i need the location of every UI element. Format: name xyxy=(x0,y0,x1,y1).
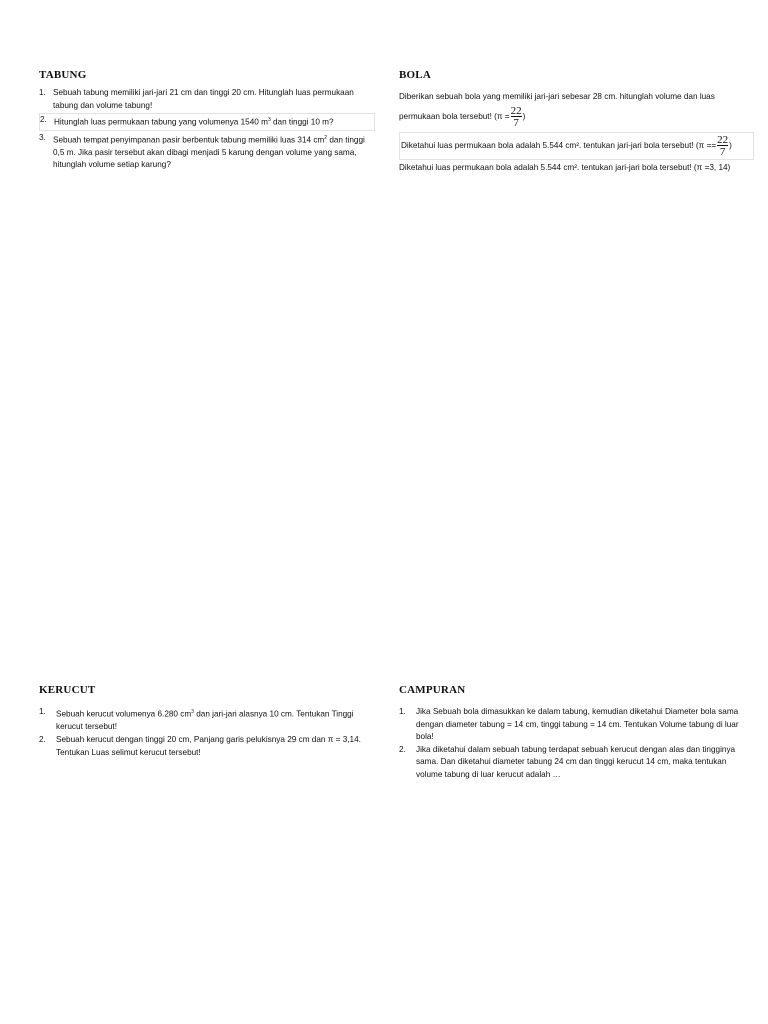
fraction-numerator: 22 xyxy=(717,134,729,146)
fraction-numerator: 22 xyxy=(510,105,522,117)
paragraph-text: Diketahui luas permukaan bola adalah 5.544 cm². tentukan jari-jari bola tersebut! (π =3, 14) xyxy=(399,163,731,172)
item-text: Sebuah tempat penyimpanan pasir berbentuk tabung memiliki luas 314 cm xyxy=(53,135,325,145)
item-number: 3. xyxy=(39,132,46,142)
paragraph-text: Diketahui luas permukaan bola adalah 5.544 cm². tentukan jari-jari bola tersebut! (π xyxy=(401,141,705,151)
item-number: 2. xyxy=(39,734,46,744)
paren-close: ) xyxy=(522,112,526,122)
kerucut-heading: KERUCUT xyxy=(39,684,96,696)
list-item xyxy=(399,744,751,782)
kerucut-list xyxy=(39,706,375,759)
list-item xyxy=(399,706,751,744)
item-text: dan tinggi 0,5 m. Jika pasir tersebut akan dibagi menjadi 5 karung dengan volume yang sama, hitunglah volume setiap karung? xyxy=(53,135,365,170)
list-item xyxy=(39,706,375,734)
list-item xyxy=(39,734,375,759)
tabung-list xyxy=(39,87,375,172)
item-text: Jika diketahui dalam sebuah tabung terdapat sebuah kerucut dengan alas dan tingginya sama. Dan diketahui diameter tabung 24 cm dan tinggi kerucut 14 cm, maka tentukan volume tabung di luar kerucut adalah … xyxy=(416,744,736,779)
item-text: Jika Sebuah bola dimasukkan ke dalam tabung, kemudian diketahui Diameter bola sama dengan diameter tabung = 14 cm, tinggi tabung = 14 cm. Tentukan Volume tabung di luar bola! xyxy=(416,707,739,742)
item-number: 1. xyxy=(39,88,46,97)
fraction xyxy=(717,135,728,157)
list-item xyxy=(39,113,375,130)
campuran-heading: CAMPURAN xyxy=(399,684,466,696)
item-text: Sebuah tabung memiliki jari-jari 21 cm dan tinggi 20 cm. Hitunglah luas permukaan tabung dan volume tabung! xyxy=(53,88,354,110)
kerucut-section xyxy=(39,684,375,759)
bola-section xyxy=(399,69,754,175)
paren-close: ) xyxy=(729,141,732,151)
item-superscript: 3 xyxy=(191,709,194,715)
bola-question-2 xyxy=(399,132,754,160)
item-superscript: 2 xyxy=(324,134,328,141)
item-number: 2. xyxy=(40,115,47,125)
paragraph-text: Diberikan sebuah bola yang memiliki jari-jari sebesar 28 cm. hitunglah volume dan luas permukaan bola tersebut! ( xyxy=(399,92,715,122)
item-text: dan tinggi 10 m? xyxy=(270,117,334,127)
item-text: Sebuah kerucut dengan tinggi 20 cm, Panjang garis pelukisnya 29 cm dan π = 3,14. Tentukan Luas selimut kerucut tersebut! xyxy=(56,734,361,757)
fraction-denominator: 7 xyxy=(511,116,522,128)
item-text: Sebuah kerucut volumenya 6.280 cm xyxy=(56,709,192,719)
item-number: 1. xyxy=(39,707,46,716)
list-item xyxy=(39,87,375,112)
campuran-list xyxy=(399,706,751,782)
fraction xyxy=(511,106,522,128)
bola-question-1 xyxy=(399,87,754,128)
campuran-section xyxy=(399,684,751,782)
tabung-section xyxy=(39,69,375,172)
bola-heading: BOLA xyxy=(399,69,431,81)
list-item xyxy=(39,132,375,173)
item-text: Hitunglah luas permukaan tabung yang volumenya 1540 m xyxy=(54,117,268,127)
pi-equals: == xyxy=(706,141,717,151)
item-number: 2. xyxy=(399,744,406,754)
tabung-heading: TABUNG xyxy=(39,69,87,81)
item-superscript: 3 xyxy=(267,117,271,124)
item-text: dan jari-jari alasnya 10 cm. Tentukan Tinggi kerucut tersebut! xyxy=(56,709,354,732)
pi-equals: π = xyxy=(496,112,510,122)
fraction-denominator: 7 xyxy=(717,145,728,157)
bola-question-3 xyxy=(399,162,754,175)
item-number: 1. xyxy=(399,707,406,716)
